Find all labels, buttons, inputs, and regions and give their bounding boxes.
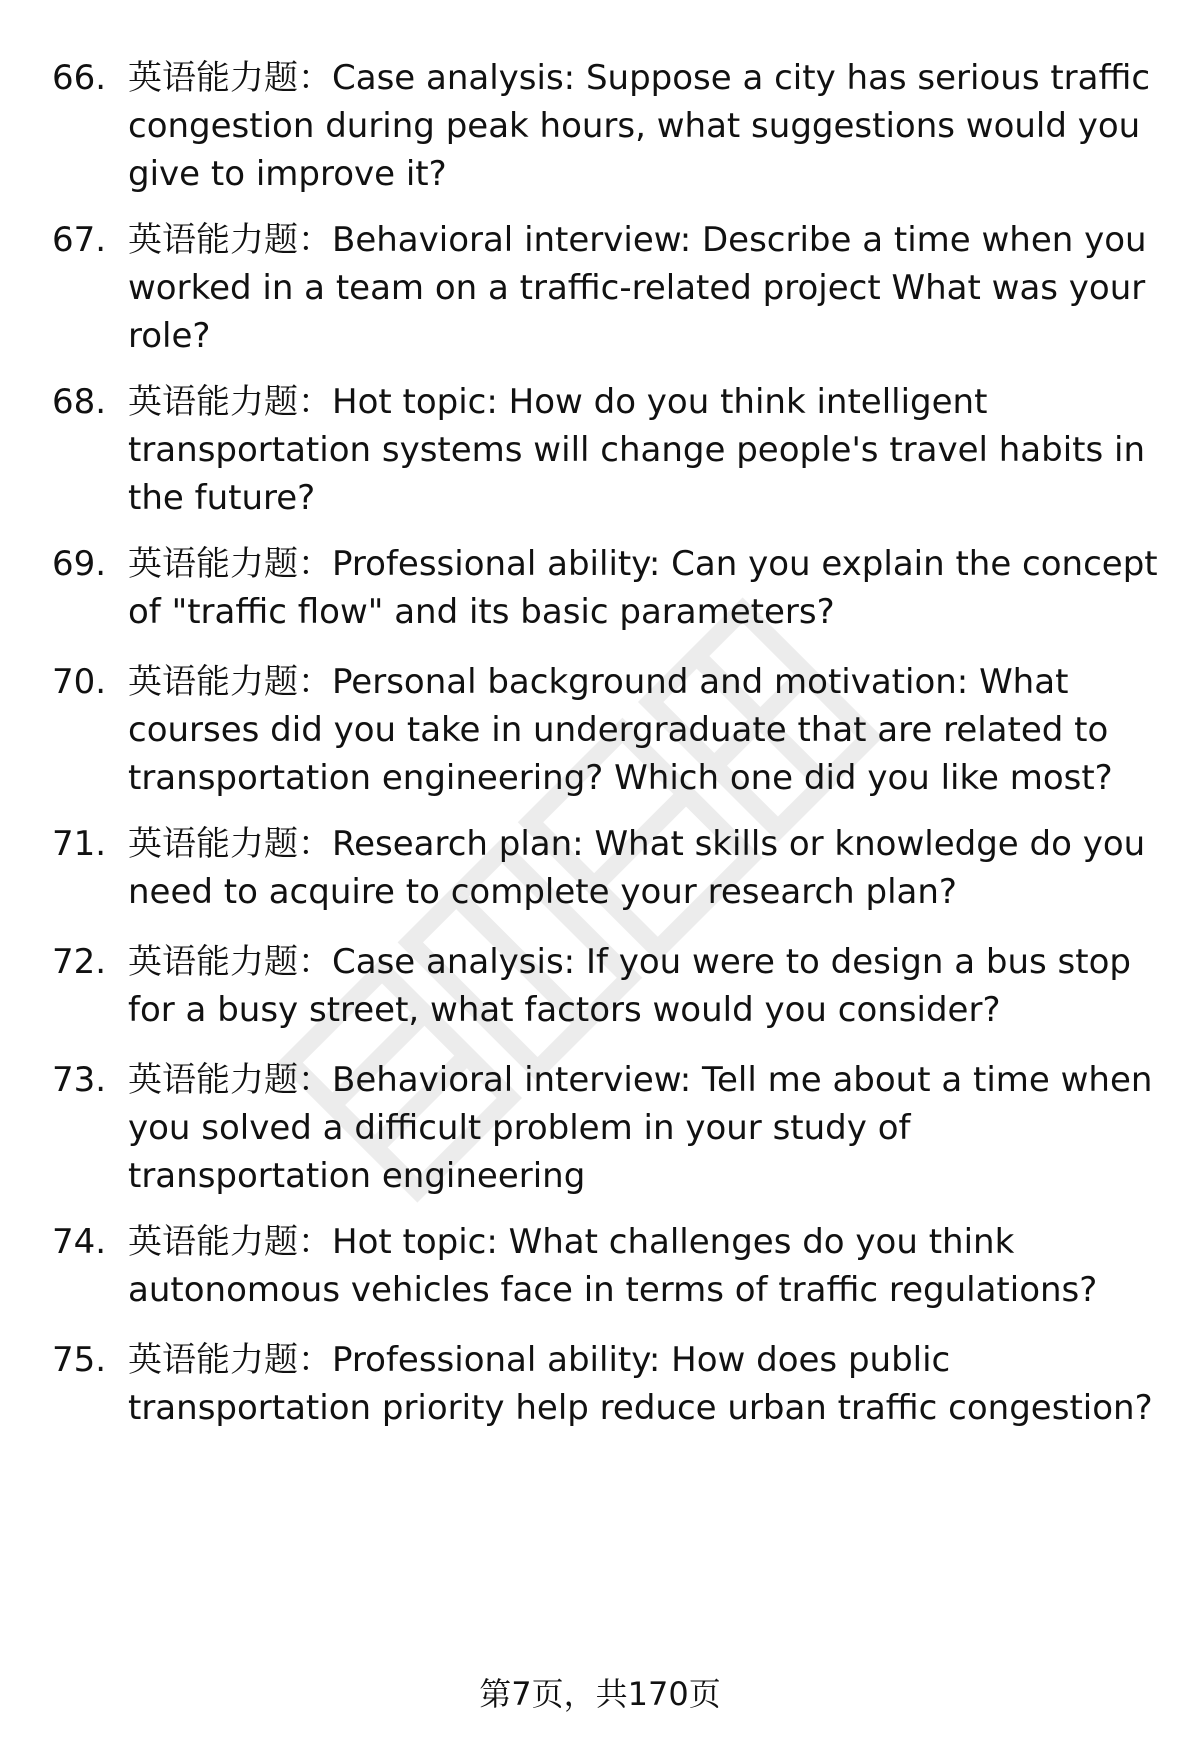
question-number: 72.: [52, 942, 107, 982]
question-item: [52, 658, 1162, 802]
question-text: Case analysis: Suppose a city has serious traffic congestion during peak hours, what suggestions would you give to improve it?: [128, 58, 1151, 194]
question-category: 英语能力题：: [128, 58, 332, 98]
question-number: 66.: [52, 58, 107, 98]
question-body: [128, 938, 1162, 1034]
question-body: [128, 1336, 1162, 1432]
question-text: Personal background and motivation: What courses did you take in undergraduate that are related to transportation engineering? Which one did you like most?: [128, 662, 1113, 798]
question-text: Case analysis: If you were to design a bus stop for a busy street, what factors would you consider?: [128, 942, 1131, 1030]
question-body: [128, 658, 1162, 802]
question-text: Research plan: What skills or knowledge do you need to acquire to complete your research plan?: [128, 824, 1146, 912]
question-text: Behavioral interview: Describe a time when you worked in a team on a traffic-related project What was your role?: [128, 220, 1147, 356]
question-category: 英语能力题：: [128, 824, 332, 864]
question-body: [128, 1218, 1162, 1314]
question-body: [128, 820, 1162, 916]
question-item: [52, 378, 1162, 522]
question-text: Professional ability: How does public transportation priority help reduce urban traffic congestion?: [128, 1340, 1153, 1428]
page-indicator: 第7页，共170页: [479, 1675, 721, 1713]
question-number: 68.: [52, 382, 107, 422]
question-body: [128, 1056, 1162, 1200]
question-category: 英语能力题：: [128, 662, 332, 702]
question-number: 69.: [52, 544, 107, 584]
question-body: [128, 540, 1162, 636]
question-category: 英语能力题：: [128, 382, 332, 422]
question-text: Professional ability: Can you explain the concept of "traffic flow" and its basic parameters?: [128, 544, 1158, 632]
question-number: 71.: [52, 824, 107, 864]
question-item: [52, 1218, 1162, 1314]
question-category: 英语能力题：: [128, 1060, 332, 1100]
question-item: [52, 1056, 1162, 1200]
question-body: [128, 54, 1162, 198]
question-item: [52, 54, 1162, 198]
question-category: 英语能力题：: [128, 544, 332, 584]
question-item: [52, 820, 1162, 916]
question-number: 75.: [52, 1340, 107, 1380]
question-category: 英语能力题：: [128, 1340, 332, 1380]
question-number: 67.: [52, 220, 107, 260]
question-item: [52, 540, 1162, 636]
question-item: [52, 938, 1162, 1034]
question-number: 73.: [52, 1060, 107, 1100]
question-body: [128, 216, 1162, 360]
question-number: 74.: [52, 1222, 107, 1262]
question-text: Hot topic: How do you think intelligent transportation systems will change people's travel habits in the future?: [128, 382, 1146, 518]
question-category: 英语能力题：: [128, 220, 332, 260]
question-text: Hot topic: What challenges do you think autonomous vehicles face in terms of traffic regulations?: [128, 1222, 1098, 1310]
question-number: 70.: [52, 662, 107, 702]
question-body: [128, 378, 1162, 522]
question-category: 英语能力题：: [128, 1222, 332, 1262]
question-item: [52, 216, 1162, 360]
question-text: Behavioral interview: Tell me about a time when you solved a difficult problem in your study of transportation engineering: [128, 1060, 1153, 1196]
question-category: 英语能力题：: [128, 942, 332, 982]
question-item: [52, 1336, 1162, 1432]
